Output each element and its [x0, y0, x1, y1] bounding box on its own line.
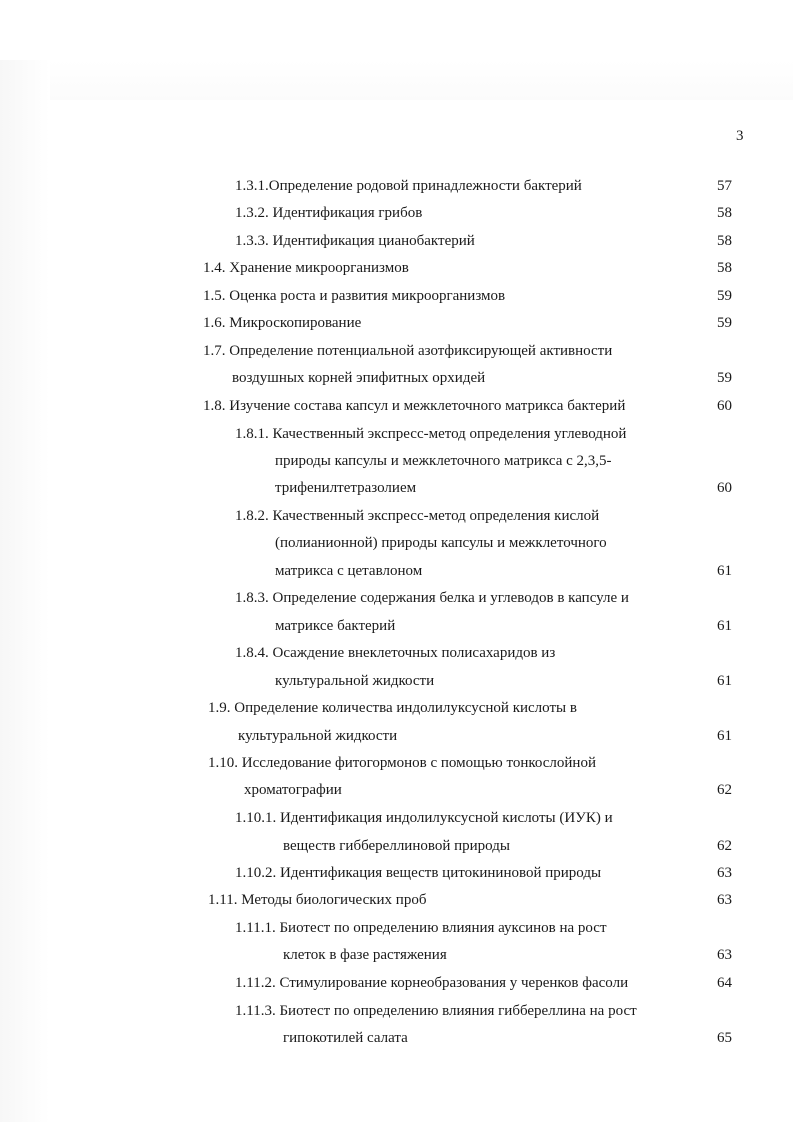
toc-page-1-11-3: 65: [717, 1030, 732, 1046]
toc-page-1-6: 59: [717, 315, 732, 331]
toc-entry-1-8-4-cont: культуральной жидкости: [275, 673, 435, 689]
toc-entry-1-11-1-cont: клеток в фазе растяжения: [283, 947, 447, 963]
toc-page-1-8: 60: [717, 398, 732, 414]
toc-page-1-9: 61: [717, 728, 732, 744]
toc-page-1-7: 59: [717, 370, 732, 386]
page-number: 3: [736, 128, 744, 144]
toc-entry-1-5: 1.5. Оценка роста и развития микроорганизмов: [203, 288, 506, 304]
toc-page-1-8-2: 61: [717, 563, 732, 579]
toc-entry-1-11-3-cont: гипокотилей салата: [283, 1030, 408, 1046]
toc-entry-1-11-2: 1.11.2. Стимулирование корнеобразования у черенков фасоли: [235, 975, 629, 991]
toc-entry-1-3-3: 1.3.3. Идентификация цианобактерий: [235, 233, 475, 249]
toc-entry-1-10: 1.10. Исследование фитогормонов с помощью тонкослойной: [208, 755, 596, 771]
toc-entry-1-10-1-cont: веществ гиббереллиновой природы: [283, 838, 510, 854]
toc-entry-1-3-2: 1.3.2. Идентификация грибов: [235, 205, 423, 221]
toc-entry-1-9-cont: культуральной жидкости: [238, 728, 398, 744]
toc-page-1-10: 62: [717, 782, 732, 798]
toc-page-1-3-1: 57: [717, 178, 732, 194]
toc-page-1-10-2: 63: [717, 865, 732, 881]
toc-entry-1-9: 1.9. Определение количества индолилуксусной кислоты в: [208, 700, 577, 716]
toc-entry-1-6: 1.6. Микроскопирование: [203, 315, 362, 331]
toc-entry-1-8-3-cont: матриксе бактерий: [275, 618, 396, 634]
toc-page-1-8-4: 61: [717, 673, 732, 689]
toc-entry-1-8-2-cont2: матрикса с цетавлоном: [275, 563, 423, 579]
toc-entry-1-11-1: 1.11.1. Биотест по определению влияния ауксинов на рост: [235, 920, 607, 936]
toc-page-1-4: 58: [717, 260, 732, 276]
scan-edge-left: [0, 60, 50, 1122]
toc-page-1-5: 59: [717, 288, 732, 304]
toc-entry-1-7: 1.7. Определение потенциальной азотфиксирующей активности: [203, 343, 613, 359]
toc-entry-1-8-1: 1.8.1. Качественный экспресс-метод определения углеводной: [235, 426, 627, 442]
toc-entry-1-7-cont: воздушных корней эпифитных орхидей: [232, 370, 486, 386]
toc-page-1-11: 63: [717, 892, 732, 908]
toc-entry-1-4: 1.4. Хранение микроорганизмов: [203, 260, 409, 276]
toc-entry-1-8-1-cont1: природы капсулы и межклеточного матрикса с 2,3,5-: [275, 453, 612, 469]
toc-entry-1-8: 1.8. Изучение состава капсул и межклеточного матрикса бактерий: [203, 398, 626, 414]
toc-page-1-3-3: 58: [717, 233, 732, 249]
toc-entry-1-11-3: 1.11.3. Биотест по определению влияния гиббереллина на рост: [235, 1003, 637, 1019]
toc-entry-1-10-2: 1.10.2. Идентификация веществ цитокининовой природы: [235, 865, 602, 881]
toc-page-1-10-1: 62: [717, 838, 732, 854]
scan-edge-top: [0, 60, 793, 100]
toc-entry-1-8-2-cont1: (полианионной) природы капсулы и межклеточного: [275, 535, 607, 551]
toc-entry-1-8-3: 1.8.3. Определение содержания белка и углеводов в капсуле и: [235, 590, 629, 606]
toc-entry-1-11: 1.11. Методы биологических проб: [208, 892, 427, 908]
toc-page-1-8-3: 61: [717, 618, 732, 634]
toc-entry-1-8-1-cont2: трифенилтетразолием: [275, 480, 417, 496]
toc-entry-1-8-4: 1.8.4. Осаждение внеклеточных полисахаридов из: [235, 645, 556, 661]
toc-page-1-11-2: 64: [717, 975, 732, 991]
toc-entry-1-3-1: 1.3.1.Определение родовой принадлежности бактерий: [235, 178, 582, 194]
toc-page-1-3-2: 58: [717, 205, 732, 221]
toc-entry-1-10-1: 1.10.1. Идентификация индолилуксусной кислоты (ИУК) и: [235, 810, 613, 826]
toc-page-1-8-1: 60: [717, 480, 732, 496]
toc-entry-1-8-2: 1.8.2. Качественный экспресс-метод определения кислой: [235, 508, 600, 524]
toc-page-1-11-1: 63: [717, 947, 732, 963]
toc-entry-1-10-cont: хроматографии: [244, 782, 342, 798]
